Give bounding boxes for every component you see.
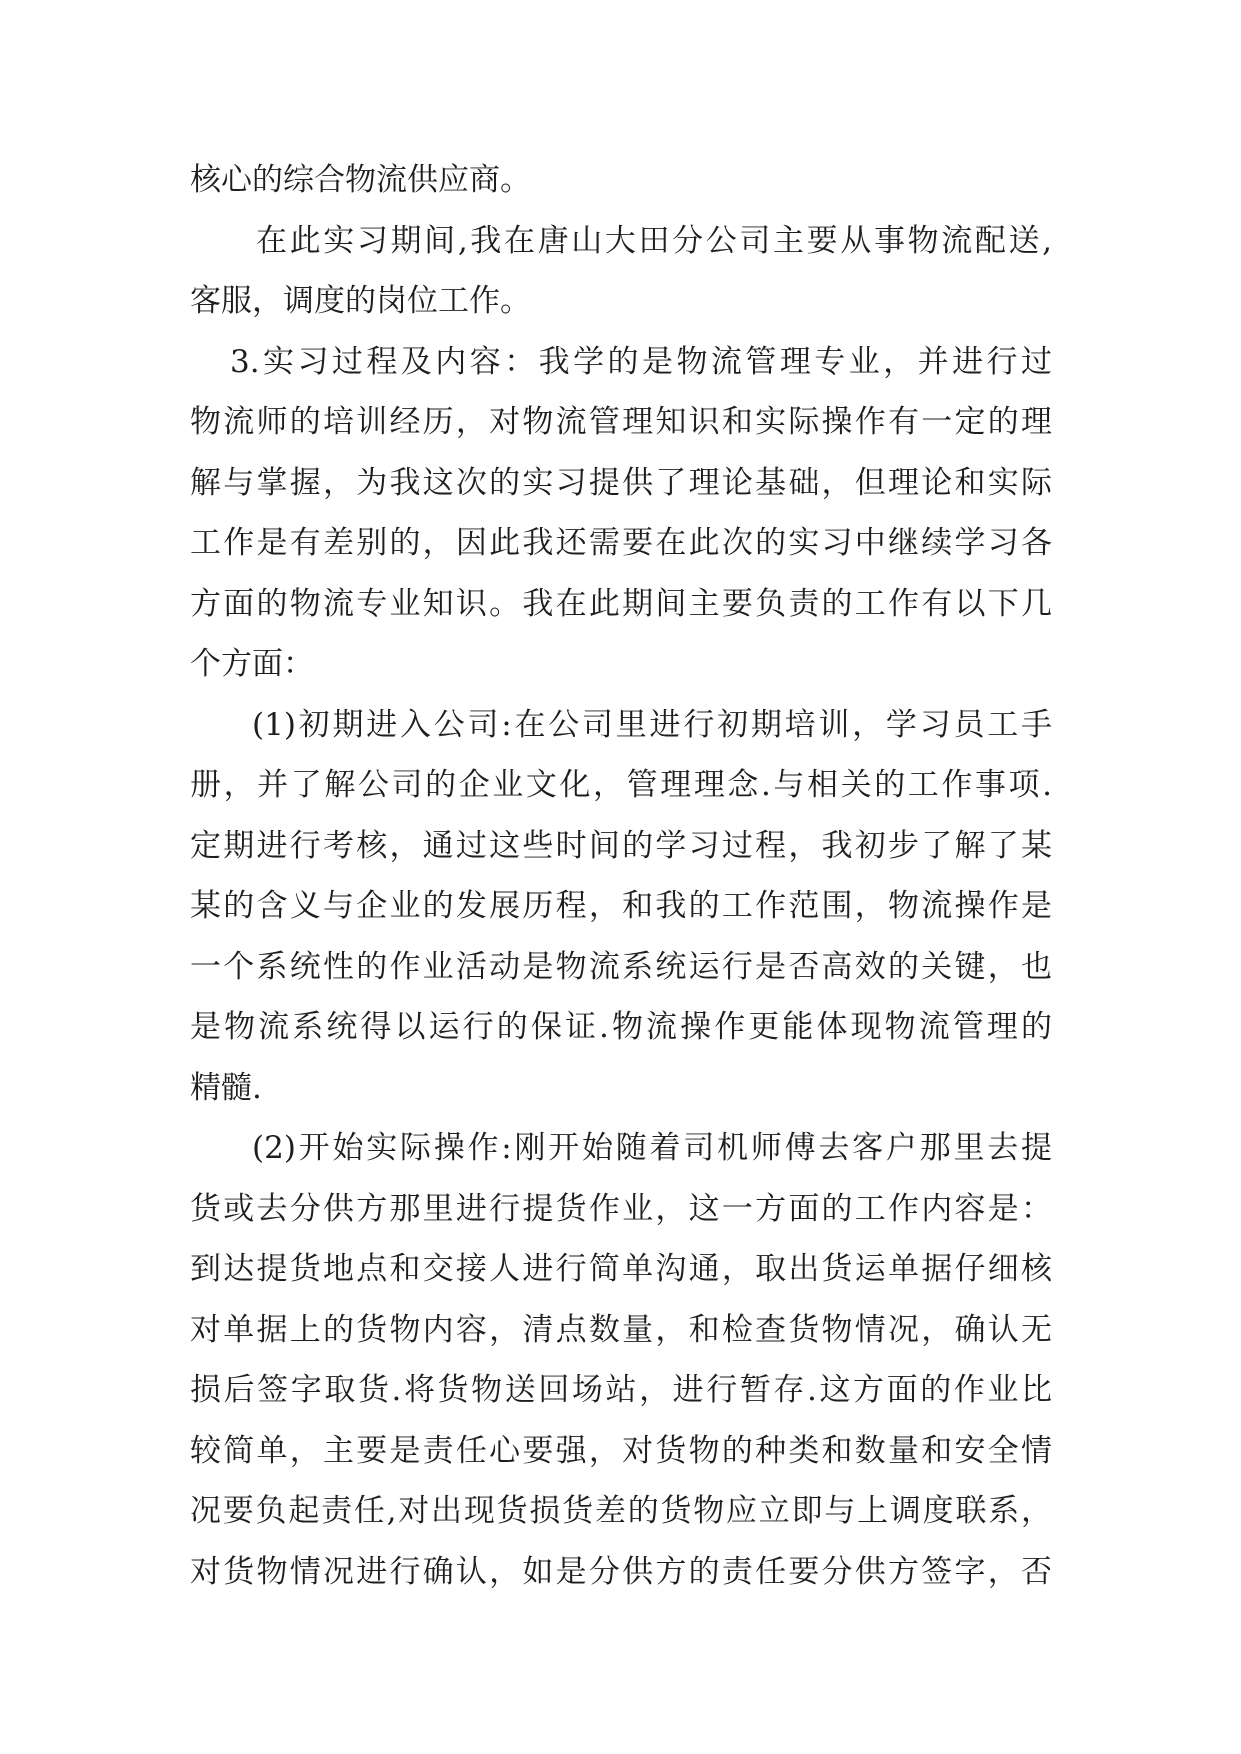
text-line: 物流师的培训经历，对物流管理知识和实际操作有一定的理 xyxy=(190,404,1052,440)
text-line: 一个系统性的作业活动是物流系统运行是否高效的关键，也 xyxy=(190,948,1052,985)
text-line: 个方面： xyxy=(190,646,314,682)
text-line: 到达提货地点和交接人进行简单沟通，取出货运单据仔细核 xyxy=(190,1251,1052,1287)
text-line: 定期进行考核，通过这些时间的学习过程，我初步了解了某 xyxy=(190,827,1052,864)
text-line: 对货物情况进行确认，如是分供方的责任要分供方签字，否 xyxy=(190,1553,1052,1590)
text-line: 对单据上的货物内容，清点数量，和检查货物情况，确认无 xyxy=(190,1311,1052,1348)
text-line: (2)开始实际操作:刚开始随着司机师傅去客户那里去提 xyxy=(252,1130,1052,1166)
text-line: 解与掌握，为我这次的实习提供了理论基础，但理论和实际 xyxy=(190,464,1052,501)
document-body xyxy=(190,150,1052,1602)
text-line: 是物流系统得以运行的保证.物流操作更能体现物流管理的 xyxy=(190,1009,1052,1045)
text-line: (1)初期进入公司:在公司里进行初期培训，学习员工手 xyxy=(252,706,1052,743)
text-line: 方面的物流专业知识。我在此期间主要负责的工作有以下几 xyxy=(190,585,1052,622)
text-line: 客服，调度的岗位工作。 xyxy=(190,283,531,319)
text-line: 货或去分供方那里进行提货作业，这一方面的工作内容是： xyxy=(190,1190,1052,1227)
text-line: 精髓. xyxy=(190,1069,262,1106)
text-line: 某的含义与企业的发展历程，和我的工作范围，物流操作是 xyxy=(190,888,1052,924)
text-line: 较简单，主要是责任心要强，对货物的种类和数量和安全情 xyxy=(190,1432,1052,1469)
text-line: 在此实习期间,我在唐山大田分公司主要从事物流配送, xyxy=(256,222,1052,259)
text-line: 工作是有差别的，因此我还需要在此次的实习中继续学习各 xyxy=(190,525,1052,561)
text-line: 损后签字取货.将货物送回场站，进行暂存.这方面的作业比 xyxy=(190,1372,1052,1408)
text-line: 册，并了解公司的企业文化，管理理念.与相关的工作事项. xyxy=(190,767,1052,803)
text-line: 况要负起责任,对出现货损货差的货物应立即与上调度联系， xyxy=(190,1493,1052,1529)
text-line: 核心的综合物流供应商。 xyxy=(190,162,531,198)
text-line: 3.实习过程及内容：我学的是物流管理专业，并进行过 xyxy=(230,343,1052,380)
